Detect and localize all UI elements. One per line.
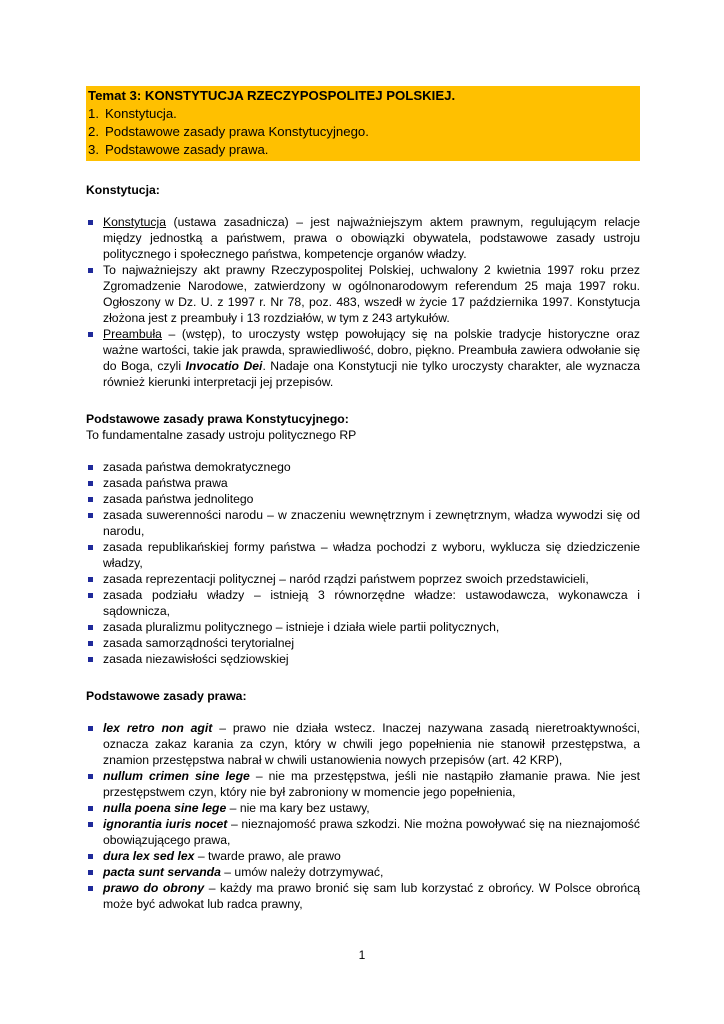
latin-term: dura lex sed lex — [103, 849, 195, 863]
item-text: – nie ma kary bez ustawy, — [226, 801, 370, 815]
square-bullet-icon — [88, 577, 93, 582]
list-item — [86, 475, 640, 491]
square-bullet-icon — [88, 822, 93, 827]
item-text: zasada niezawisłości sędziowskiej — [103, 652, 289, 666]
list-item — [86, 507, 640, 539]
topic-title: Temat 3: KONSTYTUCJA RZECZYPOSPOLITEJ POLSKIEJ. — [88, 88, 456, 103]
topic-item — [88, 123, 638, 141]
square-bullet-icon — [88, 465, 93, 470]
list-item — [86, 571, 640, 587]
square-bullet-icon — [88, 593, 93, 598]
item-text: – nieznajomość prawa szkodzi. Nie można powoływać się na nieznajomość obowiązującego prawa, — [103, 817, 640, 847]
topic-item — [88, 141, 638, 159]
item-text: zasada reprezentacji politycznej – naród rządzi państwem poprzez swoich przedstawicieli, — [103, 572, 589, 586]
item-text: zasada państwa jednolitego — [103, 492, 254, 506]
section-heading-konstytucja: Konstytucja: — [86, 183, 160, 197]
document-page — [86, 86, 640, 912]
page-number: 1 — [358, 948, 366, 962]
item-text: zasada suwerenności narodu – w znaczeniu wewnętrznym i zewnętrznym, władza wywodzi się od narodu, — [103, 508, 640, 538]
list-item — [86, 262, 640, 326]
topic-item-number: 3. — [88, 142, 99, 157]
section-heading-zasady-konstytucyjne: Podstawowe zasady prawa Konstytucyjnego: — [86, 412, 349, 426]
item-text: zasada podziału władzy – istnieją 3 równorzędne władze: ustawodawcza, wykonawcza i sądownicza, — [103, 588, 640, 618]
konstytucja-list — [86, 214, 640, 390]
list-item — [86, 459, 640, 475]
item-text: . Nadaje ona Konstytucji nie tylko uroczysty charakter, ale wyznacza również kierunki interpretacji jej przepisów. — [103, 359, 640, 389]
square-bullet-icon — [88, 726, 93, 731]
item-text: – prawo nie działa wstecz. Inaczej nazywana zasadą nieretroaktywności, oznacza zakaz karania za czyn, który w chwili jego popełnienia nie stanowił przestępstwa, a znamion przestępstwa nabrał w chwili ustanowienia nowych przepisów (art. 42 KRP), — [103, 721, 640, 767]
list-item — [86, 651, 640, 667]
list-item — [86, 848, 640, 864]
list-item — [86, 214, 640, 262]
square-bullet-icon — [88, 481, 93, 486]
square-bullet-icon — [88, 641, 93, 646]
list-item — [86, 587, 640, 619]
list-item — [86, 326, 640, 390]
item-text: – umów należy dotrzymywać, — [220, 865, 384, 879]
square-bullet-icon — [88, 545, 93, 550]
item-text: zasada państwa demokratycznego — [103, 460, 291, 474]
topic-item-number: 2. — [88, 124, 99, 139]
list-item — [86, 880, 640, 912]
square-bullet-icon — [88, 886, 93, 891]
square-bullet-icon — [88, 625, 93, 630]
topic-header-box — [86, 86, 640, 161]
item-text: – (wstęp), to uroczysty wstęp powołujący się na polskie tradycje historyczne oraz ważne wartości, takie jak prawda, sprawiedliwość, dobro, piękno. Preambuła zawiera odwołanie się do Boga, czyli — [103, 327, 640, 373]
item-text: – twarde prawo, ale prawo — [194, 849, 341, 863]
item-text: zasada pluralizmu politycznego – istnieje i działa wiele partii politycznych, — [103, 620, 500, 634]
square-bullet-icon — [88, 332, 93, 337]
topic-item-text: Podstawowe zasady prawa. — [105, 142, 269, 157]
latin-term: pacta sunt servanda — [103, 865, 221, 879]
item-text: zasada samorządności terytorialnej — [103, 636, 295, 650]
latin-term: ignorantia iuris nocet — [103, 817, 228, 831]
latin-term: prawo do obrony — [103, 881, 205, 895]
square-bullet-icon — [88, 513, 93, 518]
topic-item-number: 1. — [88, 106, 99, 121]
list-item — [86, 491, 640, 507]
square-bullet-icon — [88, 268, 93, 273]
term: Konstytucja — [103, 215, 167, 229]
topic-item — [88, 105, 638, 123]
section-heading-zasady-prawa: Podstawowe zasady prawa: — [86, 689, 247, 703]
item-text: zasada państwa prawa — [103, 476, 228, 490]
topic-item-text: Konstytucja. — [105, 106, 177, 121]
latin-term: nulla poena sine lege — [103, 801, 227, 815]
square-bullet-icon — [88, 497, 93, 502]
item-text: – każdy ma prawo bronić się sam lub korzystać z obrońcy. W Polsce obrońcą może być adwokat lub radca prawny, — [103, 881, 640, 911]
square-bullet-icon — [88, 806, 93, 811]
list-item — [86, 768, 640, 800]
item-text: To najważniejszy akt prawny Rzeczypospolitej Polskiej, uchwalony 2 kwietnia 1997 roku przez Zgromadzenie Narodowe, zatwierdzony w ogólnonarodowym referendum 25 maja 1997 roku. Ogłoszony w Dz. U. z 1997 r. Nr 78, poz. 483, wszedł w życie 17 października 1997. Konstytucja złożona jest z preambuły i 13 rozdziałów, w tym z 243 artykułów. — [103, 263, 640, 325]
item-text: (ustawa zasadnicza) – jest najważniejszym aktem prawnym, regulującym relacje między jednostką a państwem, prawa o obowiązki obywatela, podstawowe zasady ustroju politycznego i społecznego państwa, kompetencje organów władzy. — [103, 215, 640, 261]
latin-term: nullum crimen sine lege — [103, 769, 250, 783]
term: Preambuła — [103, 327, 162, 341]
list-item — [86, 800, 640, 816]
square-bullet-icon — [88, 870, 93, 875]
list-item — [86, 635, 640, 651]
list-item — [86, 864, 640, 880]
list-item — [86, 539, 640, 571]
item-text: zasada republikańskiej formy państwa – władza pochodzi z wyboru, wyklucza się dziedziczenie władzy, — [103, 540, 640, 570]
latin-term: lex retro non agit — [103, 721, 213, 735]
square-bullet-icon — [88, 774, 93, 779]
latin-term: Invocatio Dei — [185, 359, 263, 373]
topic-item-text: Podstawowe zasady prawa Konstytucyjnego. — [105, 124, 369, 139]
list-item — [86, 720, 640, 768]
list-item — [86, 619, 640, 635]
zasady-prawa-list — [86, 720, 640, 912]
item-text: – nie ma przestępstwa, jeśli nie nastąpiło złamanie prawa. Nie jest przestępstwem czyn, który nie był zabroniony w momencie jego popełnienia, — [103, 769, 641, 799]
section-intro: To fundamentalne zasady ustroju politycznego RP — [86, 428, 357, 442]
square-bullet-icon — [88, 854, 93, 859]
square-bullet-icon — [88, 220, 93, 225]
square-bullet-icon — [88, 657, 93, 662]
list-item — [86, 816, 640, 848]
zasady-konstytucyjne-list — [86, 459, 640, 667]
